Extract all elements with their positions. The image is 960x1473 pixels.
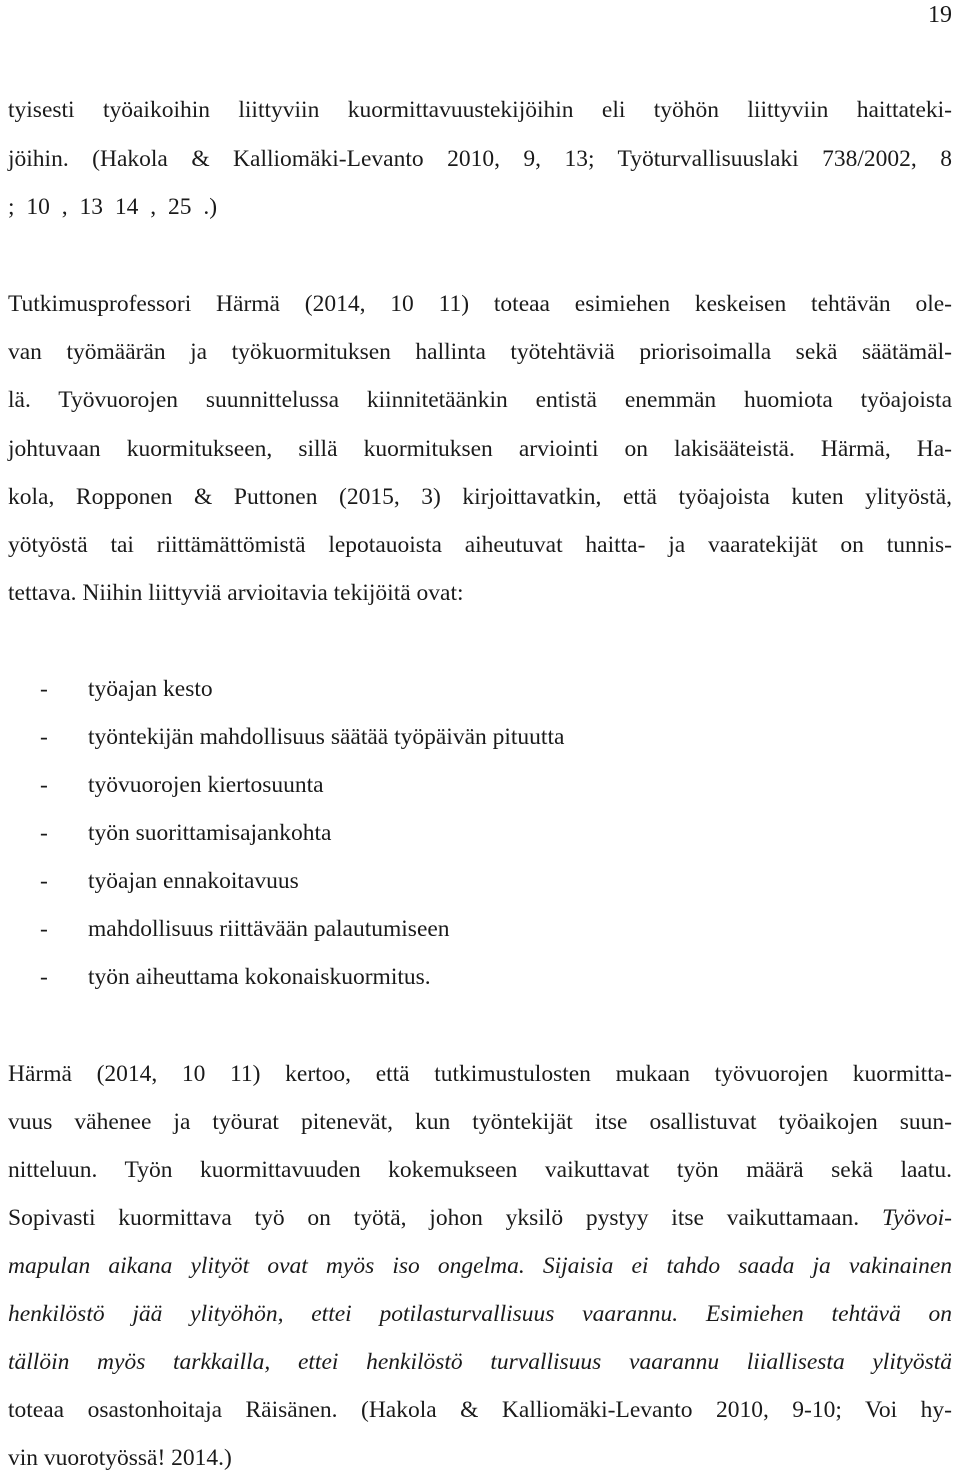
text-line: van työmäärän ja työkuormituksen hallinta työtehtäviä priorisoimalla sekä säätämäl- [8,339,952,365]
list-marker: - [40,772,48,798]
text-line: kola, Ropponen & Puttonen (2015, 3) kirjoittavatkin, että työajoista kuten ylityöstä, [8,484,952,510]
list-marker: - [40,916,48,942]
list-item [40,914,450,944]
quote-line: tällöin myös tarkkailla, ettei henkilöstö turvallisuus vaarannu liiallisesta ylityöstä [8,1349,952,1375]
quote-line: henkilöstö jää ylityöhön, ettei potilasturvallisuus vaarannu. Esimiehen tehtävä on [8,1301,952,1327]
quote-span: Työvoi- [881,1205,952,1231]
list-item [40,770,324,800]
list-item [40,722,564,752]
list-item-text: työvuorojen kiertosuunta [88,772,324,798]
text-line: johtuvaan kuormitukseen, sillä kuormituksen arviointi on lakisääteistä. Härmä, Ha- [8,436,952,462]
text-line: tettava. Niihin liittyviä arvioitavia tekijöitä ovat: [8,580,464,606]
list-item-text: työajan ennakoitavuus [88,868,299,894]
text-line: jöihin. (Hakola & Kalliomäki-Levanto 2010, 9, 13; Työturvallisuuslaki 738/2002, 8 [8,146,952,172]
list-item [40,674,213,704]
list-item [40,962,431,992]
list-marker: - [40,964,48,990]
list-marker: - [40,676,48,702]
list-marker: - [40,820,48,846]
list-item [40,866,299,896]
list-item-text: työn suorittamisajankohta [88,820,332,846]
list-marker: - [40,868,48,894]
text-line: lä. Työvuorojen suunnittelussa kiinnitetäänkin entistä enemmän huomiota työajoista [8,387,952,413]
list-marker: - [40,724,48,750]
text-line: toteaa osastonhoitaja Räisänen. (Hakola & Kalliomäki-Levanto 2010, 9-10; Voi hy- [8,1397,952,1423]
quote-line: mapulan aikana ylityöt ovat myös iso ongelma. Sijaisia ei tahdo saada ja vakinainen [8,1253,952,1279]
text-line: nitteluun. Työn kuormittavuuden kokemukseen vaikuttavat työn määrä sekä laatu. [8,1157,952,1183]
text-line: vuus vähenee ja työurat pitenevät, kun työntekijät itse osallistuvat työaikojen suun- [8,1109,952,1135]
text-line: yötyöstä tai riittämättömistä lepotauoista aiheutuvat haitta- ja vaaratekijät on tunnis- [8,532,952,558]
text-span: Sopivasti kuormittava työ on työtä, johon yksilö pystyy itse vaikuttamaan. [8,1205,882,1231]
text-line: tyisesti työaikoihin liittyviin kuormittavuustekijöihin eli työhön liittyviin haittateki- [8,97,952,123]
page-number: 19 [928,2,952,28]
text-line: vin vuorotyössä! 2014.) [8,1445,232,1471]
list-item-text: työajan kesto [88,676,213,702]
text-line: Tutkimusprofessori Härmä (2014, 10 11) toteaa esimiehen keskeisen tehtävän ole- [8,291,952,317]
list-item-text: työntekijän mahdollisuus säätää työpäivän pituutta [88,724,565,750]
text-line: ; 10 , 13 14 , 25 .) [8,194,218,220]
text-line: Härmä (2014, 10 11) kertoo, että tutkimustulosten mukaan työvuorojen kuormitta- [8,1061,952,1087]
text-line [8,1203,952,1233]
list-item-text: mahdollisuus riittävään palautumiseen [88,916,450,942]
list-item-text: työn aiheuttama kokonaiskuormitus. [88,964,431,990]
list-item [40,818,331,848]
